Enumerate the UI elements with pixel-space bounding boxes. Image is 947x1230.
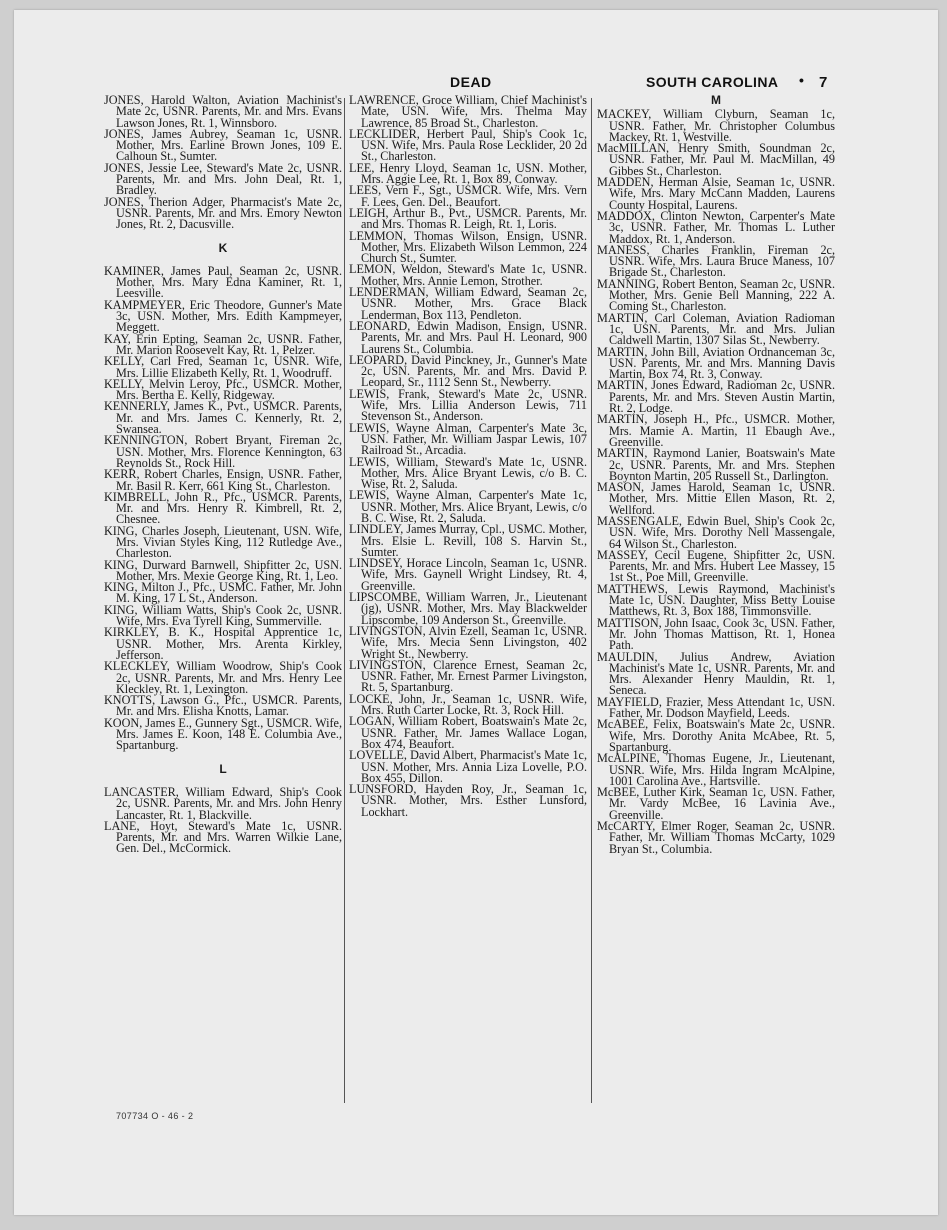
casualty-entry: LIVINGSTON, Clarence Ernest, Seaman 2c, USNR. Father, Mr. Ernest Parmer Livingston, Rt. 5, Spartanburg. [349,657,587,695]
casualty-entry: McBEE, Luther Kirk, Seaman 1c, USN. Father, Mr. Vardy McBee, 16 Lavinia Ave., Greenville. [597,785,835,822]
casualty-entry: LIPSCOMBE, William Warren, Jr., Lieutenant (jg), USNR. Mother, Mrs. May Blackwelder Lipscombe, 109 Anderson St., Greenville. [349,590,587,627]
casualty-entry: JONES, Jessie Lee, Steward's Mate 2c, USNR. Parents, Mr. and Mrs. John Deal, Rt. 1, Bradley. [104,160,342,198]
casualty-entry: LOCKE, John, Jr., Seaman 1c, USNR. Wife, Mrs. Ruth Carter Locke, Rt. 3, Rock Hill. [349,691,587,718]
casualty-entry: MAULDIN, Julius Andrew, Aviation Machinist's Mate 1c, USNR. Parents, Mr. and Mrs. Alexander Henry Mauldin, Rt. 1, Seneca. [597,649,835,698]
casualty-entry: JONES, Therion Adger, Pharmacist's Mate 2c, USNR. Parents, Mr. and Mrs. Emory Newton Jones, Rt. 2, Dacusville. [104,194,342,232]
casualty-entry: KIRKLEY, B. K., Hospital Apprentice 1c, USNR. Mother, Mrs. Arenta Kirkley, Jefferson. [104,625,342,662]
casualty-entry: KOON, James E., Gunnery Sgt., USMCR. Wife, Mrs. James E. Koon, 148 E. Columbia Ave., Spartanburg. [104,715,342,753]
casualty-entry: KELLY, Melvin Leroy, Pfc., USMCR. Mother, Mrs. Bertha E. Kelly, Ridgeway. [104,376,342,403]
casualty-entry: MARTIN, Raymond Lanier, Boatswain's Mate 2c, USNR. Parents, Mr. and Mrs. Stephen Boynton Martin, 205 Russell St., Darlington. [597,446,835,483]
casualty-entry: MANESS, Charles Franklin, Fireman 2c, USNR. Wife, Mrs. Laura Bruce Maness, 107 Brigade St., Charleston. [597,242,835,280]
casualty-entry: LEMON, Weldon, Steward's Mate 1c, USNR. Mother, Mrs. Annie Lemon, Strother. [349,262,587,288]
column-1 [104,95,342,855]
casualty-entry: MARTIN, Joseph H., Pfc., USMCR. Mother, Mrs. Mamie A. Martin, 11 Ebaugh Ave., Greenville. [597,412,835,449]
casualty-entry: MARTIN, John Bill, Aviation Ordnanceman 3c, USN. Parents, Mr. and Mrs. Manning Davis Martin, Box 74, Rt. 3, Conway. [597,344,835,382]
casualty-entry: McABEE, Felix, Boatswain's Mate 2c, USNR. Wife, Mrs. Dorothy Anita McAbee, Rt. 5, Spartanburg. [597,717,835,754]
section-title: DEAD [450,74,492,90]
casualty-entry: KING, William Watts, Ship's Cook 2c, USNR. Wife, Mrs. Eva Tyrell King, Summerville. [104,602,342,629]
casualty-entry: LINDSEY, Horace Lincoln, Seaman 1c, USNR. Wife, Mrs. Gaynell Wright Lindsey, Rt. 4, Greenville. [349,556,587,593]
casualty-entry: LAWRENCE, Groce William, Chief Machinist's Mate, USN. Wife, Mrs. Thelma May Lawrence, 85 Broad St., Charleston. [349,93,587,130]
casualty-entry: McALPINE, Thomas Eugene, Jr., Lieutenant, USNR. Wife, Mrs. Hilda Ingram McAlpine, 1001 Carolina Ave., Hartsville. [597,751,835,788]
casualty-entry: LIVINGSTON, Alvin Ezell, Seaman 1c, USNR. Wife, Mrs. Mecia Senn Livingston, 402 Wright St., Newberry. [349,623,587,661]
casualty-entry: MARTIN, Jones Edward, Radioman 2c, USNR. Parents, Mr. and Mrs. Steven Austin Martin, Rt. 2, Lodge. [597,378,835,416]
casualty-entry: KENNINGTON, Robert Bryant, Fireman 2c, USN. Mother, Mrs. Florence Kennington, 63 Reynolds St., Rock Hill. [104,433,342,470]
header-bullet: • [799,72,804,88]
casualty-entry: MARTIN, Carl Coleman, Aviation Radioman 1c, USN. Parents, Mr. and Mrs. Julian Caldwell Martin, 1307 Silas St., Newberry. [597,310,835,348]
casualty-entry: JONES, Harold Walton, Aviation Machinist's Mate 2c, USNR. Parents, Mr. and Mrs. Evans Lawson Jones, Rt. 1, Winnsboro. [104,93,342,130]
casualty-entry: MACKEY, William Clyburn, Seaman 1c, USNR. Father, Mr. Christopher Columbus Mackey, Rt. 1, Westville. [597,107,835,144]
casualty-entry: LENDERMAN, William Edward, Seaman 2c, USNR. Mother, Mrs. Grace Black Lenderman, Box 113, Pendleton. [349,285,587,322]
casualty-entry: KELLY, Carl Fred, Seaman 1c, USNR. Wife, Mrs. Lillie Elizabeth Kelly, Rt. 1, Woodruff. [104,354,342,380]
casualty-entry: LUNSFORD, Hayden Roy, Jr., Seaman 1c, USNR. Mother, Mrs. Esther Lunsford, Lockhart. [349,782,587,819]
casualty-entry: KAMINER, James Paul, Seaman 2c, USNR. Mother, Mrs. Mary Edna Kaminer, Rt. 1, Leesville. [104,263,342,301]
casualty-entry: KAY, Erin Epting, Seaman 2c, USNR. Father, Mr. Marion Roosevelt Kay, Rt. 1, Pelzer. [104,331,342,357]
casualty-entry: MASSENGALE, Edwin Buel, Ship's Cook 2c, USN. Wife, Mrs. Dorothy Nell Massengale, 64 Wilson St., Charleston. [597,513,835,551]
section-letter: M [711,93,721,107]
casualty-entry: LEMMON, Thomas Wilson, Ensign, USNR. Mother, Mrs. Elizabeth Wilson Lemmon, 224 Church St., Sumter. [349,228,587,266]
casualty-entry: LECKLIDER, Herbert Paul, Ship's Cook 1c, USN. Wife, Mrs. Paula Rose Lecklider, 20 2d St., Charleston. [349,126,587,164]
casualty-entry: MATTISON, John Isaac, Cook 3c, USN. Father, Mr. John Thomas Mattison, Rt. 1, Honea Path. [597,615,835,653]
casualty-entry: LEE, Henry Lloyd, Seaman 1c, USN. Mother, Mrs. Aggie Lee, Rt. 1, Box 89, Conway. [349,160,587,187]
casualty-entry: LEOPARD, David Pinckney, Jr., Gunner's Mate 2c, USN. Parents, Mr. and Mrs. David P. Leopard, Sr., 1112 Senn St., Newberry. [349,352,587,390]
casualty-entry: MacMILLAN, Henry Smith, Soundman 2c, USNR. Father, Mr. Paul M. MacMillan, 49 Gibbes St., Charleston. [597,141,835,178]
casualty-entry: KING, Charles Joseph, Lieutenant, USN. Wife, Mrs. Vivian Styles King, 112 Rutledge Ave., Charleston. [104,523,342,561]
column-divider [591,98,592,1103]
casualty-entry: KAMPMEYER, Eric Theodore, Gunner's Mate 3c, USN. Mother, Mrs. Edith Kampmeyer, Meggett. [104,297,342,335]
column-divider [344,98,345,1103]
column-2 [349,95,587,818]
casualty-entry: LINDLEY, James Murray, Cpl., USMC. Mother, Mrs. Elsie L. Revill, 108 S. Harvin St., Sumter. [349,522,587,559]
page-number: 7 [819,74,828,91]
casualty-entry: JONES, James Aubrey, Seaman 1c, USNR. Mother, Mrs. Earline Brown Jones, 109 E. Calhoun St., Sumter. [104,126,342,164]
section-letter: K [218,240,228,255]
casualty-entry: KNOTTS, Lawson G., Pfc., USMCR. Parents, Mr. and Mrs. Elisha Knotts, Lamar. [104,693,342,719]
section-letter: L [219,761,227,776]
column-3 [597,95,835,855]
casualty-entry: LEIGH, Arthur B., Pvt., USMCR. Parents, Mr. and Mrs. Thomas R. Leigh, Rt. 1, Loris. [349,205,587,232]
casualty-entry: MANNING, Robert Benton, Seaman 2c, USNR. Mother, Mrs. Genie Bell Manning, 222 A. Coming St., Charleston. [597,276,835,314]
casualty-entry: LEWIS, Wayne Alman, Carpenter's Mate 3c, USN. Father, Mr. William Jaspar Lewis, 107 Railroad St., Arcadia. [349,420,587,458]
print-code: 707734 O - 46 - 2 [116,1111,194,1121]
casualty-entry: MAYFIELD, Frazier, Mess Attendant 1c, USN. Father, Mr. Dodson Mayfield, Leeds. [597,694,835,721]
casualty-entry: LANCASTER, William Edward, Ship's Cook 2c, USNR. Parents, Mr. and Mrs. John Henry Lancaster, Rt. 1, Blackville. [104,784,342,822]
casualty-entry: KING, Durward Barnwell, Shipfitter 2c, USN. Mother, Mrs. Mexie George King, Rt. 1, Leo. [104,557,342,583]
casualty-entry: LEWIS, Wayne Alman, Carpenter's Mate 1c, USNR. Mother, Mrs. Alice Bryant, Lewis, c/o B. C. Wise, Rt. 2, Saluda. [349,488,587,525]
casualty-entry: MASON, James Harold, Seaman 1c, USNR. Mother, Mrs. Mittie Ellen Mason, Rt. 2, Wellford. [597,480,835,517]
casualty-entry: LEWIS, Frank, Steward's Mate 2c, USNR. Wife, Mrs. Lillia Anderson Lewis, 711 Stevenson St., Anderson. [349,386,587,424]
casualty-entry: MADDOX, Clinton Newton, Carpenter's Mate 3c, USNR. Father, Mr. Thomas L. Luther Maddox, Rt. 1, Anderson. [597,208,835,246]
casualty-entry: LEES, Vern F., Sgt., USMCR. Wife, Mrs. Vern F. Lees, Gen. Del., Beaufort. [349,183,587,209]
casualty-entry: LEONARD, Edwin Madison, Ensign, USNR. Parents, Mr. and Mrs. Paul H. Leonard, 900 Laurens St., Columbia. [349,318,587,356]
casualty-entry: MADDEN, Herman Alsie, Seaman 1c, USNR. Wife, Mrs. Mary McCann Madden, Laurens County Hospital, Laurens. [597,175,835,212]
casualty-entry: McCARTY, Elmer Roger, Seaman 2c, USNR. Father, Mr. William Thomas McCarty, 1029 Bryan St., Columbia. [597,819,835,856]
page-header [14,72,938,94]
casualty-entry: KERR, Robert Charles, Ensign, USNR. Father, Mr. Basil R. Kerr, 661 King St., Charleston. [104,467,342,493]
casualty-entry: LOVELLE, David Albert, Pharmacist's Mate 1c, USN. Mother, Mrs. Annia Liza Lovelle, P.O. Box 455, Dillon. [349,748,587,785]
document-page [14,10,938,1215]
state-title: SOUTH CAROLINA [646,74,779,90]
casualty-entry: MATTHEWS, Lewis Raymond, Machinist's Mate 1c, USN. Daughter, Miss Betty Louise Matthews, Rt. 3, Box 188, Timmonsville. [597,581,835,619]
casualty-entry: KIMBRELL, John R., Pfc., USMCR. Parents, Mr. and Mrs. Henry R. Kimbrell, Rt. 2, Chesnee. [104,489,342,527]
casualty-entry: LANE, Hoyt, Steward's Mate 1c, USNR. Parents, Mr. and Mrs. Warren Wilkie Lane, Gen. Del., McCormick. [104,818,342,856]
casualty-entry: LEWIS, William, Steward's Mate 1c, USNR. Mother, Mrs. Alice Bryant Lewis, c/o B. C. Wise, Rt. 2, Saluda. [349,454,587,492]
casualty-entry: KLECKLEY, William Woodrow, Ship's Cook 2c, USNR. Parents, Mr. and Mrs. Henry Lee Kleckley, Rt. 1, Lexington. [104,659,342,696]
casualty-entry: KING, Milton J., Pfc., USMC. Father, Mr. John M. King, 17 L St., Anderson. [104,580,342,606]
casualty-entry: MASSEY, Cecil Eugene, Shipfitter 2c, USN. Parents, Mr. and Mrs. Hubert Lee Massey, 15 1st St., Poe Mill, Greenville. [597,547,835,585]
casualty-entry: KENNERLY, James K., Pvt., USMCR. Parents, Mr. and Mrs. James C. Kennerly, Rt. 2, Swansea. [104,399,342,437]
casualty-entry: LOGAN, William Robert, Boatswain's Mate 2c, USNR. Father, Mr. James Wallace Logan, Box 474, Beaufort. [349,714,587,751]
